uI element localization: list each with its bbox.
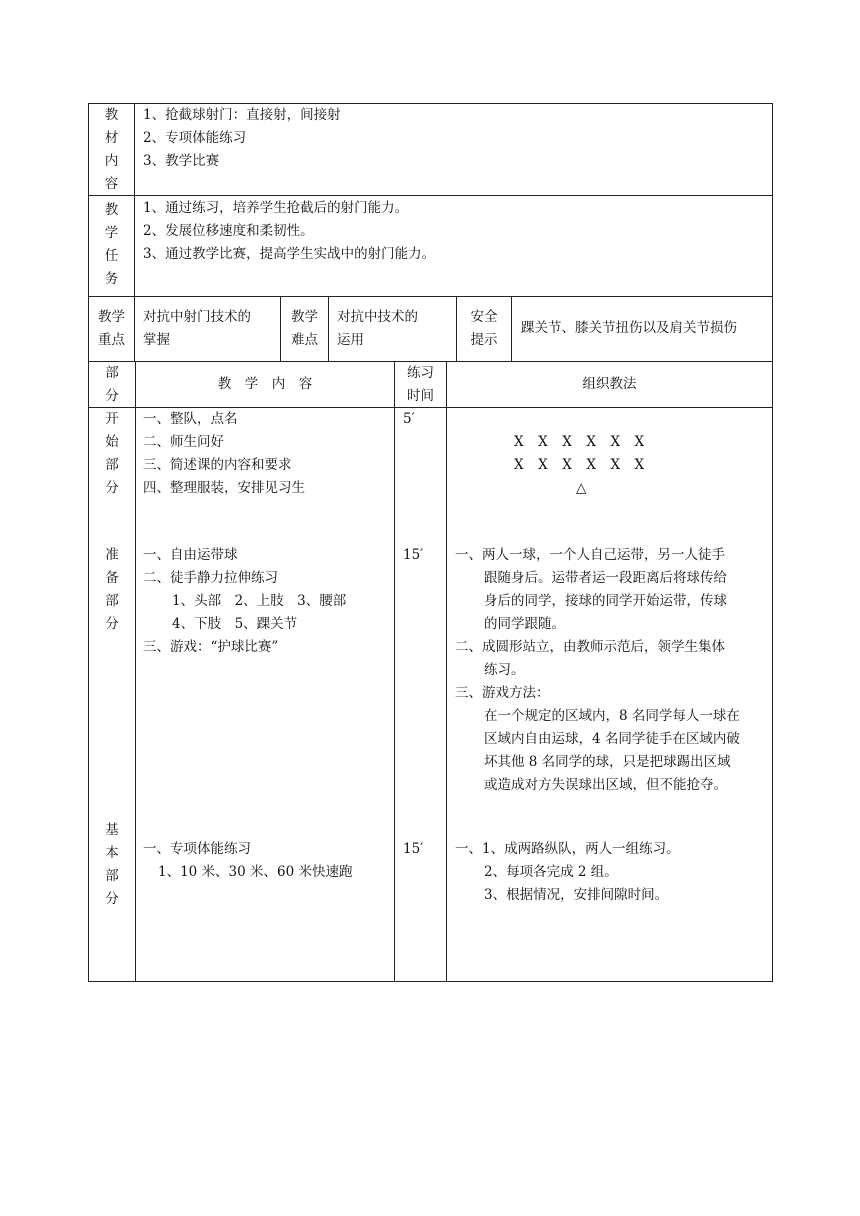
start-section-label [89, 408, 135, 500]
col-divider [328, 296, 329, 362]
start-time: 5′ [403, 411, 415, 427]
label-char: 内 [104, 153, 119, 169]
teaching-material-line: 2、专项体能练习 [143, 130, 247, 146]
label-text: 提示 [470, 332, 498, 348]
header-char: 分 [105, 388, 119, 404]
label-char: 部 [105, 457, 119, 473]
difficulty-text: 运用 [337, 332, 364, 348]
teaching-task-line: 3、通过教学比赛，提高学生实战中的射门能力。 [143, 246, 436, 262]
label-text: 难点 [291, 332, 318, 348]
col-divider [134, 103, 135, 362]
start-content-line: 一、整队，点名 [143, 411, 238, 427]
label-char: 学 [104, 225, 119, 241]
label-char: 始 [105, 434, 119, 450]
formation-row: X X X X X X [514, 457, 645, 473]
row-divider [88, 296, 773, 297]
header-method: 组织教法 [582, 376, 637, 392]
basic-time: 15′ [403, 841, 424, 857]
label-char: 本 [105, 845, 119, 861]
prep-method-line: 三、游戏方法： [455, 685, 550, 701]
label-char: 基 [105, 822, 119, 838]
header-text: 时间 [407, 388, 434, 404]
header-content: 教 学 内 容 [217, 376, 313, 392]
basic-method-line: 一、1、成两路纵队，两人一组练习。 [455, 841, 680, 857]
label-char: 分 [105, 891, 119, 907]
col-divider [511, 296, 512, 362]
prep-method-line: 身后的同学，接球的同学开始运带，传球 [484, 593, 727, 609]
table-border-right [772, 103, 773, 982]
basic-section-label [89, 819, 135, 911]
label-char: 备 [105, 570, 119, 586]
teaching-material-label [89, 104, 134, 196]
basic-content-line: 1、10 米、30 米、60 米快速跑 [158, 864, 353, 880]
teacher-mark-icon: △ [576, 480, 587, 496]
prep-method-line: 一、两人一球，一个人自己运带，另一人徒手 [455, 547, 725, 563]
label-char: 开 [105, 411, 119, 427]
start-content-line: 四、整理服装，安排见习生 [143, 480, 305, 496]
label-text: 安全 [470, 309, 498, 325]
header-time [395, 362, 446, 408]
label-char: 部 [105, 593, 119, 609]
label-char: 分 [105, 616, 119, 632]
label-text: 教学 [98, 309, 125, 325]
prep-time: 15′ [403, 547, 424, 563]
prep-method-line: 二、成圆形站立，由教师示范后，领学生集体 [455, 639, 725, 655]
safety-text: 踝关节、膝关节扭伤以及肩关节损伤 [521, 320, 737, 336]
basic-method-line: 2、每项各完成 2 组。 [484, 864, 618, 880]
label-char: 务 [104, 271, 119, 287]
prep-method-line: 练习。 [484, 662, 525, 678]
header-char: 部 [105, 365, 119, 381]
basic-method-line: 3、根据情况，安排间隙时间。 [484, 887, 669, 903]
label-char: 准 [105, 547, 119, 563]
prep-method-line: 或造成对方失误球出区域，但不能抢夺。 [484, 777, 727, 793]
focus-text: 对抗中射门技术的 [143, 309, 251, 325]
prep-method-line: 跟随身后。运带者运一段距离后将球传给 [484, 570, 727, 586]
col-divider [135, 361, 136, 982]
start-content-line: 三、简述课的内容和要求 [143, 457, 292, 473]
label-char: 容 [104, 176, 119, 192]
prep-content-line: 三、游戏：“护球比赛” [143, 639, 279, 655]
teaching-material-line: 1、抢截球射门：直接射，间接射 [143, 107, 341, 123]
col-divider [394, 361, 395, 982]
prep-section-label [89, 544, 135, 636]
header-text: 练习 [407, 365, 434, 381]
start-content-line: 二、师生问好 [143, 434, 224, 450]
label-char: 部 [105, 868, 119, 884]
prep-method-line: 坏其他 8 名同学的球，只是把球踢出区域 [484, 754, 731, 770]
basic-content-line: 一、专项体能练习 [143, 841, 251, 857]
prep-content-line: 一、自由运带球 [143, 547, 238, 563]
prep-content-line: 1、头部 2、上肢 3、腰部 [172, 593, 347, 609]
label-char: 分 [105, 480, 119, 496]
label-text: 教学 [291, 309, 318, 325]
label-char: 教 [104, 202, 119, 218]
prep-method-line: 的同学跟随。 [484, 616, 565, 632]
label-char: 材 [104, 130, 119, 146]
focus-text: 掌握 [143, 332, 170, 348]
formation-row: X X X X X X [514, 434, 645, 450]
focus-label [89, 306, 134, 352]
teaching-task-label [89, 199, 134, 291]
label-text: 重点 [98, 332, 125, 348]
header-part [89, 362, 135, 408]
teaching-task-line: 1、通过练习，培养学生抢截后的射门能力。 [143, 200, 409, 216]
label-char: 教 [104, 107, 119, 123]
label-char: 任 [104, 248, 119, 264]
prep-method-line: 在一个规定的区域内，8 名同学每人一球在 [484, 708, 740, 724]
teaching-material-line: 3、教学比赛 [143, 153, 220, 169]
teaching-task-line: 2、发展位移速度和柔韧性。 [143, 223, 314, 239]
prep-content-line: 4、下肢 5、踝关节 [172, 616, 298, 632]
table-border-bottom [88, 981, 773, 982]
difficulty-label [281, 306, 328, 352]
safety-label [457, 306, 511, 352]
col-divider [446, 361, 447, 982]
row-divider [88, 195, 773, 196]
difficulty-text: 对抗中技术的 [337, 309, 418, 325]
prep-method-line: 区域内自由运球，4 名同学徒手在区域内破 [484, 731, 740, 747]
prep-content-line: 二、徒手静力拉伸练习 [143, 570, 278, 586]
